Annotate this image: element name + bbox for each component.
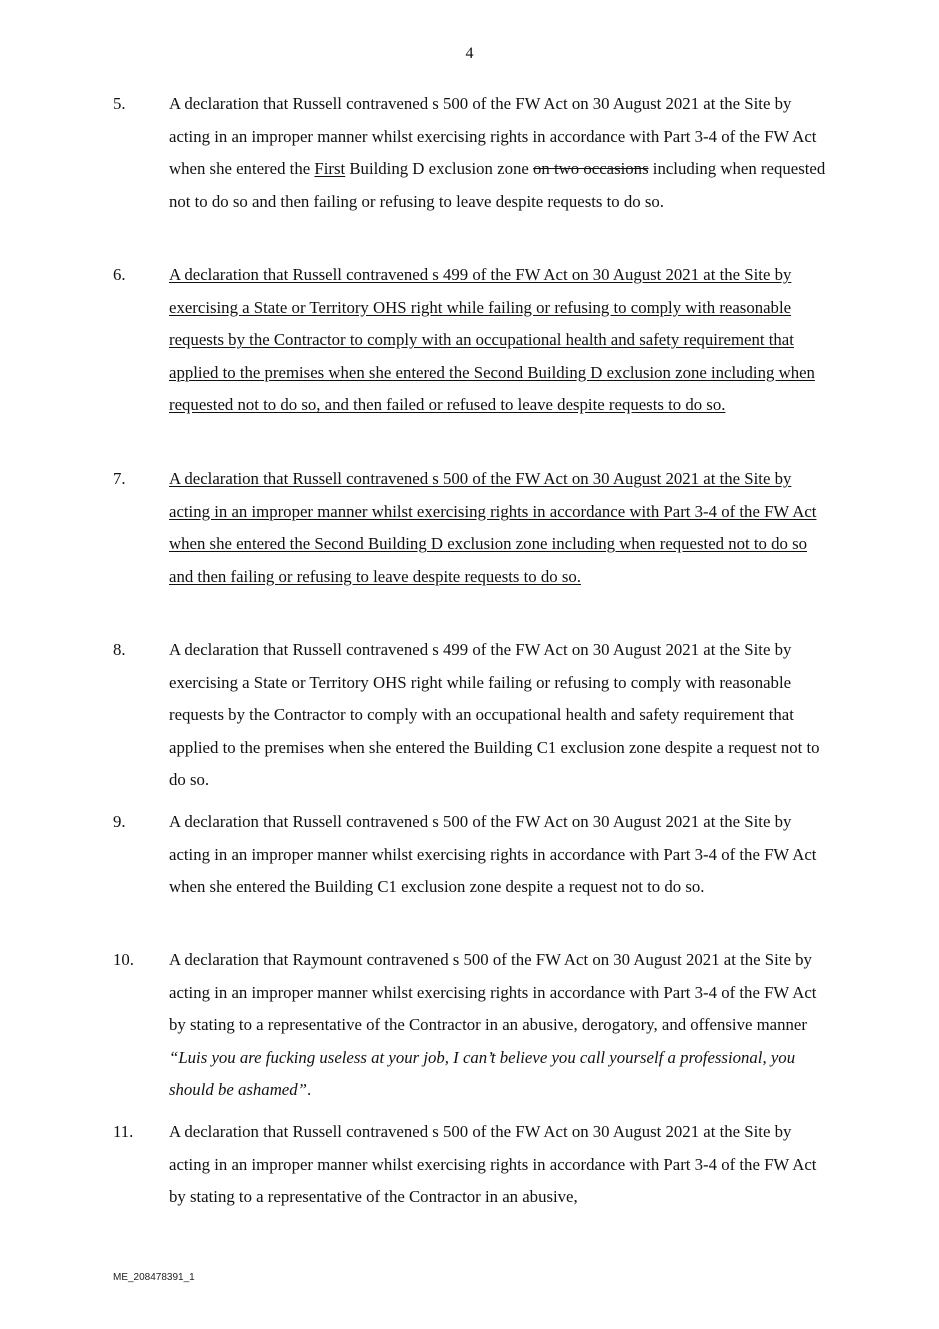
paragraph-8 [113, 634, 833, 797]
paragraph-text: A declaration that Russell contravened s 499 of the FW Act on 30 August 2021 at the Site by exercising a State or Territory OHS right while failing or refusing to comply with reasonable requests by the Contractor to comply with an occupational health and safety requirement that applied to the premises when she entered the Building C1 exclusion zone despite a request not to do so. [169, 640, 820, 790]
paragraph-number: 10. [113, 950, 134, 969]
text-run: Building D exclusion zone [345, 159, 534, 179]
paragraph-number: 9. [113, 812, 126, 831]
paragraph-text [169, 88, 833, 218]
inserted-paragraph-text: A declaration that Russell contravened s 500 of the FW Act on 30 August 2021 at the Site by acting in an improper manner whilst exercising rights in accordance with Part 3-4 of the FW Act when she entered the Second Building D exclusion zone including when requested not to do so and then failing or refusing to leave despite requests to do so. [169, 469, 817, 586]
paragraph-10 [113, 944, 833, 1107]
paragraph-11 [113, 1116, 833, 1214]
paragraph-number: 11. [113, 1122, 134, 1141]
paragraph-number: 7. [113, 469, 126, 488]
paragraph-9 [113, 806, 833, 904]
text-run: A declaration that Raymount contravened s 500 of the FW Act on 30 August 2021 at the Site by acting in an improper manner whilst exercising rights in accordance with Part 3-4 of the FW Act by stating to a representative of the Contractor in an abusive, derogatory, and offensive manner [169, 950, 817, 1035]
paragraph-number: 8. [113, 640, 126, 659]
paragraph-text: A declaration that Russell contravened s 500 of the FW Act on 30 August 2021 at the Site by acting in an improper manner whilst exercising rights in accordance with Part 3-4 of the FW Act when she entered the Building C1 exclusion zone despite a request not to do so. [169, 812, 817, 897]
paragraph-number: 5. [113, 94, 126, 113]
paragraph-text [169, 944, 833, 1107]
text-run: A declaration that Russell contravened s 500 of the FW Act on 30 August 2021 at the Site by acting in an improper manner whilst exercising rights in accordance with Part 3-4 of the FW Act when she entered the [169, 94, 817, 179]
paragraph-number: 6. [113, 265, 126, 284]
page-number: 4 [465, 45, 474, 62]
paragraph-text: A declaration that Russell contravened s 500 of the FW Act on 30 August 2021 at the Site by acting in an improper manner whilst exercising rights in accordance with Part 3-4 of the FW Act by stating to a representative of the Contractor in an abusive, [169, 1122, 817, 1207]
document-reference: ME_208478391_1 [113, 1272, 195, 1283]
deleted-text: on two occasions [533, 159, 649, 179]
paragraph-5 [113, 88, 833, 218]
inserted-paragraph-text: A declaration that Russell contravened s 499 of the FW Act on 30 August 2021 at the Site by exercising a State or Territory OHS right while failing or refusing to comply with reasonable requests by the Contractor to comply with an occupational health and safety requirement that applied to the premises when she entered the Second Building D exclusion zone including when requested not to do so, and then failed or refused to leave despite requests to do so. [169, 265, 815, 415]
text-run: . [306, 1080, 312, 1100]
paragraph-7 [113, 463, 833, 593]
paragraph-6 [113, 259, 833, 422]
inserted-text: First [314, 159, 346, 179]
quoted-statement: “Luis you are fucking useless at your job, I can’t believe you call yourself a professional, you should be ashamed” [169, 1047, 796, 1100]
text-run: including when requested not to do so and then failing or refusing to leave despite requests to do so. [169, 159, 826, 211]
